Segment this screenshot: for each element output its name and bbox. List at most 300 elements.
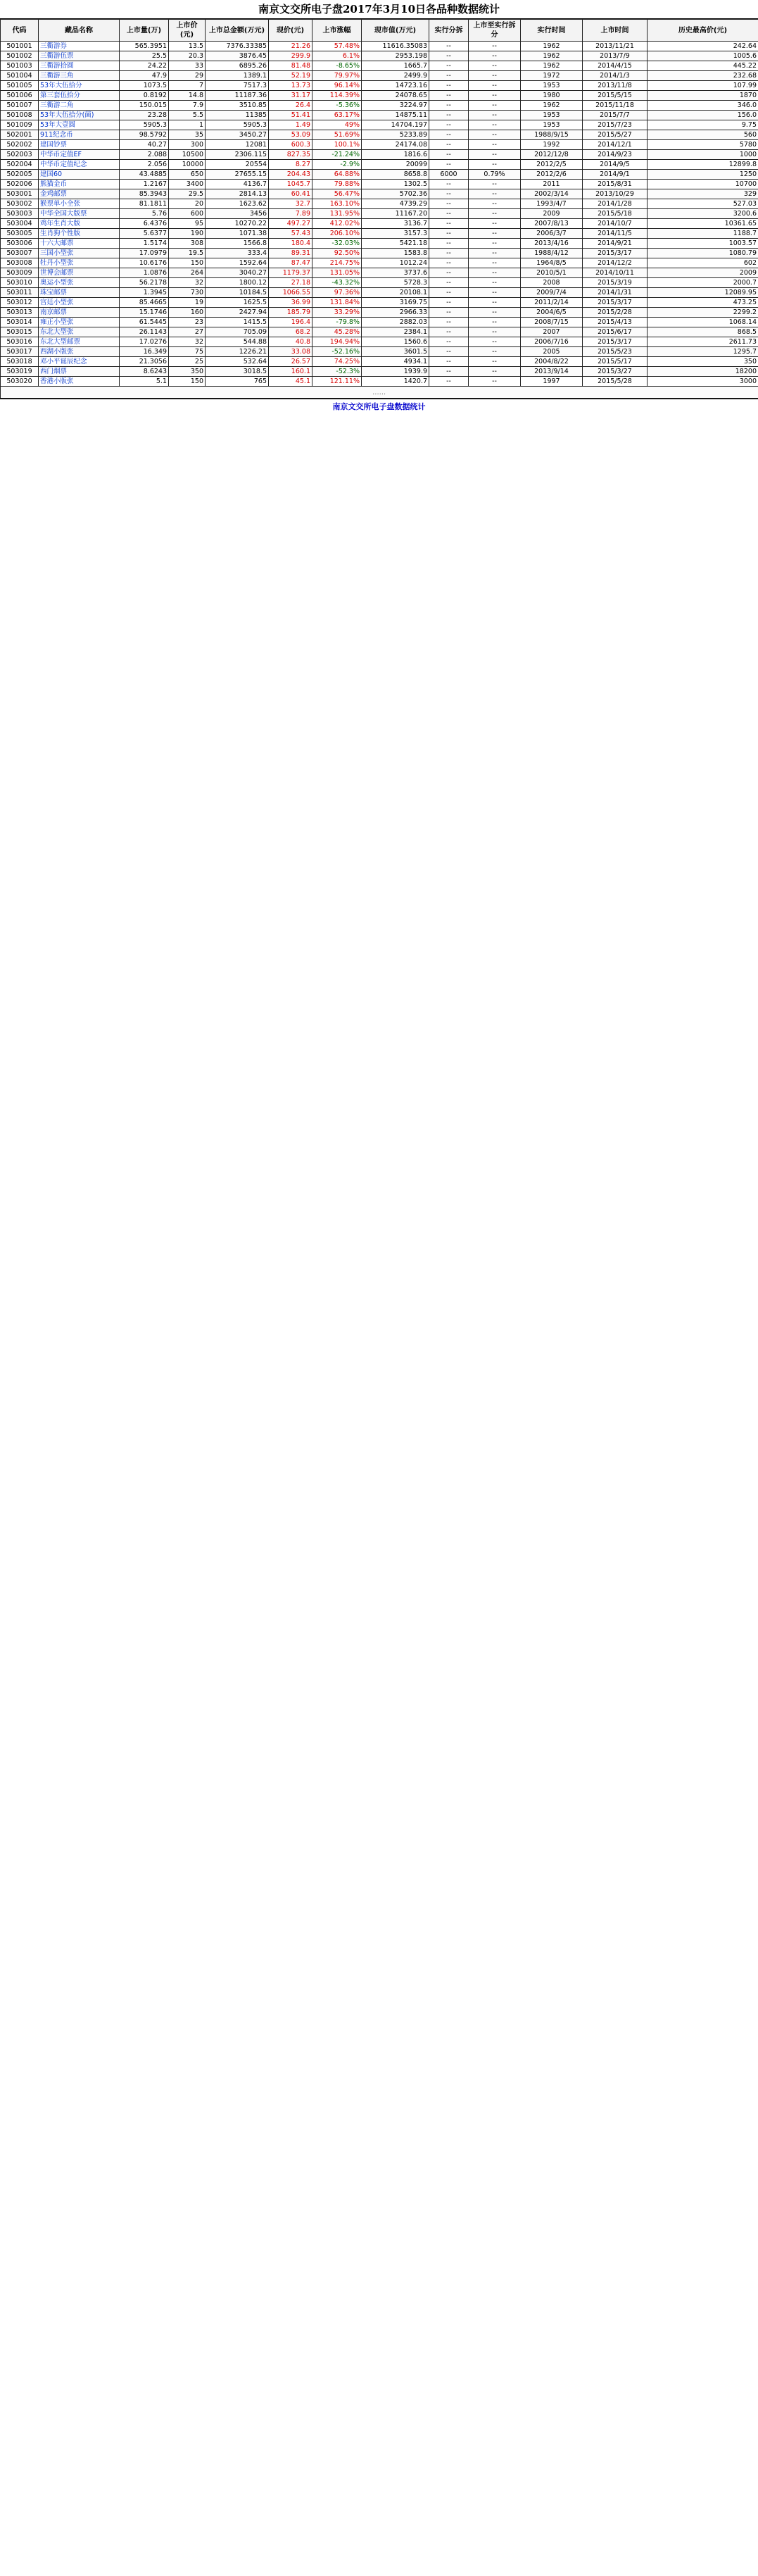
- table-cell: --: [469, 189, 521, 199]
- table-cell: 47.9: [120, 71, 169, 81]
- table-cell: 503017: [1, 347, 39, 357]
- table-cell: 36.99: [269, 298, 312, 308]
- table-cell: 445.22: [648, 61, 758, 71]
- table-cell: 16.349: [120, 347, 169, 357]
- table-header-row: [1, 20, 758, 42]
- table-cell: 214.75%: [312, 258, 362, 268]
- table-cell: 163.10%: [312, 199, 362, 209]
- table-cell: -43.32%: [312, 278, 362, 288]
- table-row: [1, 318, 758, 327]
- table-cell: --: [469, 42, 521, 51]
- table-cell: --: [429, 308, 469, 318]
- table-cell: 1045.7: [269, 180, 312, 189]
- table-cell: --: [429, 51, 469, 61]
- table-cell: 三衢游三角: [39, 71, 120, 81]
- table-cell: 3456: [206, 209, 269, 219]
- table-cell: --: [429, 318, 469, 327]
- table-cell: 2015/3/17: [583, 249, 648, 258]
- table-cell: 17.0979: [120, 249, 169, 258]
- table-cell: 1003.57: [648, 239, 758, 249]
- table-cell: 45.1: [269, 377, 312, 387]
- table-cell: 2015/3/17: [583, 337, 648, 347]
- table-cell: --: [469, 347, 521, 357]
- table-cell: --: [429, 209, 469, 219]
- footer-banner: 南京文交所电子盘数据统计: [0, 399, 758, 415]
- table-cell: --: [469, 160, 521, 170]
- table-cell: -2.9%: [312, 160, 362, 170]
- table-cell: 4136.7: [206, 180, 269, 189]
- table-cell: 2014/9/1: [583, 170, 648, 180]
- table-cell: 501006: [1, 91, 39, 101]
- table-cell: 中华币定值纪念: [39, 160, 120, 170]
- table-cell: 奥运小型张: [39, 278, 120, 288]
- table-cell: 51.69%: [312, 130, 362, 140]
- table-cell: 160.1: [269, 367, 312, 377]
- table-cell: 2014/9/23: [583, 150, 648, 160]
- table-cell: 705.09: [206, 327, 269, 337]
- table-row: [1, 71, 758, 81]
- table-cell: --: [469, 120, 521, 130]
- table-cell: 232.68: [648, 71, 758, 81]
- table-cell: 565.3951: [120, 42, 169, 51]
- table-cell: -52.16%: [312, 347, 362, 357]
- table-row: [1, 377, 758, 387]
- table-cell: --: [469, 298, 521, 308]
- table-row: [1, 111, 758, 120]
- table-cell: 5.1: [120, 377, 169, 387]
- table-cell: 3018.5: [206, 367, 269, 377]
- table-cell: 2012/12/8: [521, 150, 583, 160]
- table-cell: 131.05%: [312, 268, 362, 278]
- table-cell: 53年大伍拾分(菌): [39, 111, 120, 120]
- table-cell: 10000: [169, 160, 206, 170]
- table-cell: 12081: [206, 140, 269, 150]
- table-cell: 香港小版张: [39, 377, 120, 387]
- table-cell: 1953: [521, 81, 583, 91]
- table-cell: 1953: [521, 120, 583, 130]
- table-cell: 1000: [648, 150, 758, 160]
- table-cell: 5905.3: [206, 120, 269, 130]
- table-cell: 503009: [1, 268, 39, 278]
- table-cell: 2015/11/18: [583, 101, 648, 111]
- table-cell: 6000: [429, 170, 469, 180]
- table-cell: 1962: [521, 101, 583, 111]
- table-cell: 11187.36: [206, 91, 269, 101]
- table-row: [1, 347, 758, 357]
- table-cell: 3000: [648, 377, 758, 387]
- table-cell: 3157.3: [362, 229, 429, 239]
- column-header: 历史最高价(元): [648, 20, 758, 42]
- table-cell: --: [469, 367, 521, 377]
- table-cell: 497.27: [269, 219, 312, 229]
- table-cell: --: [429, 249, 469, 258]
- table-cell: 329: [648, 189, 758, 199]
- table-cell: 26.4: [269, 101, 312, 111]
- table-cell: 2000.7: [648, 278, 758, 288]
- table-cell: 2015/5/15: [583, 91, 648, 101]
- table-cell: 503006: [1, 239, 39, 249]
- table-cell: 185.79: [269, 308, 312, 318]
- table-cell: 2013/11/8: [583, 81, 648, 91]
- table-cell: 1226.21: [206, 347, 269, 357]
- table-cell: 2006/3/7: [521, 229, 583, 239]
- table-cell: 18200: [648, 367, 758, 377]
- table-cell: 560: [648, 130, 758, 140]
- table-cell: 503019: [1, 367, 39, 377]
- table-cell: 502006: [1, 180, 39, 189]
- column-header: 上市总金额(万元): [206, 20, 269, 42]
- table-cell: 1800.12: [206, 278, 269, 288]
- table-cell: --: [469, 308, 521, 318]
- table-cell: 503013: [1, 308, 39, 318]
- table-cell: 2306.115: [206, 150, 269, 160]
- table-cell: --: [429, 180, 469, 189]
- table-cell: 1080.79: [648, 249, 758, 258]
- table-cell: 25.5: [120, 51, 169, 61]
- table-cell: 1625.5: [206, 298, 269, 308]
- table-cell: 1870: [648, 91, 758, 101]
- table-row: [1, 51, 758, 61]
- table-cell: 23: [169, 318, 206, 327]
- table-cell: --: [429, 150, 469, 160]
- table-cell: 1.0876: [120, 268, 169, 278]
- table-row: [1, 170, 758, 180]
- table-cell: 1302.5: [362, 180, 429, 189]
- table-row: [1, 337, 758, 347]
- table-cell: 53年大壹圆: [39, 120, 120, 130]
- table-cell: 1005.6: [648, 51, 758, 61]
- table-cell: 57.48%: [312, 42, 362, 51]
- table-cell: 1623.62: [206, 199, 269, 209]
- table-cell: 11167.20: [362, 209, 429, 219]
- table-cell: 2014/11/5: [583, 229, 648, 239]
- table-cell: --: [469, 111, 521, 120]
- table-cell: 2004/8/22: [521, 357, 583, 367]
- table-cell: 8658.8: [362, 170, 429, 180]
- column-header: 现市值(万元): [362, 20, 429, 42]
- table-cell: --: [469, 239, 521, 249]
- table-cell: 74.25%: [312, 357, 362, 367]
- table-cell: 2014/10/11: [583, 268, 648, 278]
- table-cell: 建国60: [39, 170, 120, 180]
- table-cell: 7.9: [169, 101, 206, 111]
- table-cell: 150: [169, 258, 206, 268]
- table-cell: 2499.9: [362, 71, 429, 81]
- table-cell: 2015/7/23: [583, 120, 648, 130]
- table-cell: 2015/5/17: [583, 357, 648, 367]
- table-cell: 2015/3/19: [583, 278, 648, 288]
- table-cell: --: [429, 367, 469, 377]
- table-cell: 2006/7/16: [521, 337, 583, 347]
- table-cell: 12089.95: [648, 288, 758, 298]
- table-cell: --: [429, 239, 469, 249]
- table-cell: 33.08: [269, 347, 312, 357]
- table-cell: 21.26: [269, 42, 312, 51]
- table-cell: 2015/5/18: [583, 209, 648, 219]
- table-cell: 190: [169, 229, 206, 239]
- table-cell: 7376.33385: [206, 42, 269, 51]
- table-cell: 11616.35083: [362, 42, 429, 51]
- table-cell: --: [429, 91, 469, 101]
- table-cell: 61.5445: [120, 318, 169, 327]
- table-cell: 10.6176: [120, 258, 169, 268]
- table-cell: 503020: [1, 377, 39, 387]
- table-cell: 300: [169, 140, 206, 150]
- table-cell: 3200.6: [648, 209, 758, 219]
- table-cell: 32: [169, 337, 206, 347]
- more-rows-text: ……: [1, 387, 758, 399]
- table-row: [1, 367, 758, 377]
- table-row: [1, 278, 758, 288]
- table-cell: 107.99: [648, 81, 758, 91]
- table-cell: 珠宝邮票: [39, 288, 120, 298]
- table-cell: --: [469, 209, 521, 219]
- column-header: 实行分拆: [429, 20, 469, 42]
- table-cell: 501008: [1, 111, 39, 120]
- table-cell: 29.5: [169, 189, 206, 199]
- table-cell: 2015/5/28: [583, 377, 648, 387]
- table-cell: 1592.64: [206, 258, 269, 268]
- table-cell: 180.4: [269, 239, 312, 249]
- table-cell: 鸡年生肖大版: [39, 219, 120, 229]
- table-cell: --: [469, 61, 521, 71]
- table-cell: 532.64: [206, 357, 269, 367]
- table-cell: --: [469, 180, 521, 189]
- table-cell: 503001: [1, 189, 39, 199]
- table-cell: 14704.197: [362, 120, 429, 130]
- table-cell: 2014/1/28: [583, 199, 648, 209]
- table-cell: 89.31: [269, 249, 312, 258]
- table-cell: -79.8%: [312, 318, 362, 327]
- table-cell: 32.7: [269, 199, 312, 209]
- table-row: [1, 229, 758, 239]
- table-cell: 52.19: [269, 71, 312, 81]
- table-row: [1, 160, 758, 170]
- table-cell: 31.17: [269, 91, 312, 101]
- table-cell: -32.03%: [312, 239, 362, 249]
- table-cell: --: [429, 140, 469, 150]
- table-cell: 63.17%: [312, 111, 362, 120]
- table-cell: 2013/4/16: [521, 239, 583, 249]
- table-cell: 501007: [1, 101, 39, 111]
- table-cell: 81.48: [269, 61, 312, 71]
- table-cell: 2002/3/14: [521, 189, 583, 199]
- table-cell: 1389.1: [206, 71, 269, 81]
- table-cell: 24078.65: [362, 91, 429, 101]
- table-cell: 1071.38: [206, 229, 269, 239]
- table-cell: 南京邮票: [39, 308, 120, 318]
- table-cell: 4934.1: [362, 357, 429, 367]
- table-cell: 242.64: [648, 42, 758, 51]
- table-cell: 2015/3/27: [583, 367, 648, 377]
- table-cell: 79.88%: [312, 180, 362, 189]
- table-cell: 1560.6: [362, 337, 429, 347]
- table-row: [1, 258, 758, 268]
- table-cell: 2009: [648, 268, 758, 278]
- table-cell: --: [429, 229, 469, 239]
- table-cell: 3400: [169, 180, 206, 189]
- table-cell: --: [469, 150, 521, 160]
- stats-table: [0, 19, 758, 399]
- table-cell: 20.3: [169, 51, 206, 61]
- table-cell: 650: [169, 170, 206, 180]
- table-cell: 5233.89: [362, 130, 429, 140]
- table-cell: 206.10%: [312, 229, 362, 239]
- table-cell: 114.39%: [312, 91, 362, 101]
- table-cell: --: [429, 101, 469, 111]
- table-cell: 503007: [1, 249, 39, 258]
- table-row: [1, 327, 758, 337]
- table-cell: 3737.6: [362, 268, 429, 278]
- table-cell: 503003: [1, 209, 39, 219]
- table-cell: 1988/4/12: [521, 249, 583, 258]
- table-cell: --: [429, 258, 469, 268]
- table-cell: 501009: [1, 120, 39, 130]
- table-cell: 503004: [1, 219, 39, 229]
- table-row: [1, 42, 758, 51]
- table-cell: 1566.8: [206, 239, 269, 249]
- table-cell: --: [469, 229, 521, 239]
- table-cell: --: [469, 377, 521, 387]
- table-cell: 2427.94: [206, 308, 269, 318]
- sheet: [0, 0, 758, 415]
- table-cell: 西湖小版张: [39, 347, 120, 357]
- table-cell: 765: [206, 377, 269, 387]
- table-cell: 6895.26: [206, 61, 269, 71]
- table-cell: 501005: [1, 81, 39, 91]
- table-cell: 1939.9: [362, 367, 429, 377]
- table-cell: 1665.7: [362, 61, 429, 71]
- table-cell: 2014/9/5: [583, 160, 648, 170]
- table-cell: 503005: [1, 229, 39, 239]
- table-cell: 49%: [312, 120, 362, 130]
- table-cell: --: [469, 249, 521, 258]
- table-cell: 299.9: [269, 51, 312, 61]
- table-cell: 3169.75: [362, 298, 429, 308]
- table-cell: 412.02%: [312, 219, 362, 229]
- table-cell: 东北大型张: [39, 327, 120, 337]
- table-cell: 7: [169, 81, 206, 91]
- table-cell: 金鸡邮票: [39, 189, 120, 199]
- table-cell: 2015/5/27: [583, 130, 648, 140]
- table-cell: 2814.13: [206, 189, 269, 199]
- table-cell: 2014/10/7: [583, 219, 648, 229]
- table-cell: --: [429, 268, 469, 278]
- table-row: [1, 61, 758, 71]
- table-cell: 1992: [521, 140, 583, 150]
- table-cell: 10184.5: [206, 288, 269, 298]
- table-cell: 1962: [521, 51, 583, 61]
- table-cell: 264: [169, 268, 206, 278]
- table-cell: 911纪念币: [39, 130, 120, 140]
- table-cell: --: [469, 199, 521, 209]
- table-cell: 2009/7/4: [521, 288, 583, 298]
- table-cell: 5.6377: [120, 229, 169, 239]
- table-cell: 3224.97: [362, 101, 429, 111]
- table-cell: 猴票单小全张: [39, 199, 120, 209]
- table-cell: --: [429, 71, 469, 81]
- table-cell: --: [429, 199, 469, 209]
- table-cell: 51.41: [269, 111, 312, 120]
- table-cell: 27655.15: [206, 170, 269, 180]
- table-cell: 13.73: [269, 81, 312, 91]
- table-cell: 10500: [169, 150, 206, 160]
- table-cell: 1179.37: [269, 268, 312, 278]
- table-cell: --: [469, 91, 521, 101]
- table-cell: -8.65%: [312, 61, 362, 71]
- table-cell: 1.5174: [120, 239, 169, 249]
- column-header: 上市价(元): [169, 20, 206, 42]
- table-cell: --: [429, 337, 469, 347]
- table-cell: 2007/8/13: [521, 219, 583, 229]
- table-row: [1, 101, 758, 111]
- table-cell: 600: [169, 209, 206, 219]
- table-cell: 12899.8: [648, 160, 758, 170]
- table-cell: 121.11%: [312, 377, 362, 387]
- table-cell: 204.43: [269, 170, 312, 180]
- table-cell: 27: [169, 327, 206, 337]
- table-cell: 6.4376: [120, 219, 169, 229]
- table-cell: 40.8: [269, 337, 312, 347]
- table-cell: 1816.6: [362, 150, 429, 160]
- column-header: 实行时间: [521, 20, 583, 42]
- table-cell: 85.3943: [120, 189, 169, 199]
- table-cell: 1962: [521, 61, 583, 71]
- table-cell: 79.97%: [312, 71, 362, 81]
- table-cell: 三衢游券: [39, 42, 120, 51]
- table-cell: 2953.198: [362, 51, 429, 61]
- table-cell: 2015/4/13: [583, 318, 648, 327]
- table-cell: --: [429, 160, 469, 170]
- table-cell: 45.28%: [312, 327, 362, 337]
- table-cell: 三衢游拾圆: [39, 61, 120, 71]
- table-cell: 473.25: [648, 298, 758, 308]
- table-cell: 2007: [521, 327, 583, 337]
- table-cell: 17.0276: [120, 337, 169, 347]
- table-cell: --: [469, 81, 521, 91]
- table-cell: -5.36%: [312, 101, 362, 111]
- table-cell: --: [469, 130, 521, 140]
- table-cell: 60.41: [269, 189, 312, 199]
- table-cell: 87.47: [269, 258, 312, 268]
- table-cell: 100.1%: [312, 140, 362, 150]
- table-cell: 西门烟票: [39, 367, 120, 377]
- table-cell: 503002: [1, 199, 39, 209]
- column-header: 上市时间: [583, 20, 648, 42]
- table-cell: 527.03: [648, 199, 758, 209]
- table-cell: 2010/5/1: [521, 268, 583, 278]
- table-cell: 2.088: [120, 150, 169, 160]
- table-cell: 2611.73: [648, 337, 758, 347]
- table-cell: 503008: [1, 258, 39, 268]
- table-row: [1, 91, 758, 101]
- table-cell: 1964/8/5: [521, 258, 583, 268]
- table-cell: 8.6243: [120, 367, 169, 377]
- table-cell: 3040.27: [206, 268, 269, 278]
- table-cell: 5728.3: [362, 278, 429, 288]
- table-cell: 5780: [648, 140, 758, 150]
- table-cell: 503018: [1, 357, 39, 367]
- table-cell: 2014/9/21: [583, 239, 648, 249]
- table-cell: 0.79%: [469, 170, 521, 180]
- table-cell: 64.88%: [312, 170, 362, 180]
- table-cell: 第三套伍拾分: [39, 91, 120, 101]
- table-row: [1, 268, 758, 278]
- table-cell: 2013/9/14: [521, 367, 583, 377]
- table-cell: -52.3%: [312, 367, 362, 377]
- table-cell: 1972: [521, 71, 583, 81]
- table-cell: 0.8192: [120, 91, 169, 101]
